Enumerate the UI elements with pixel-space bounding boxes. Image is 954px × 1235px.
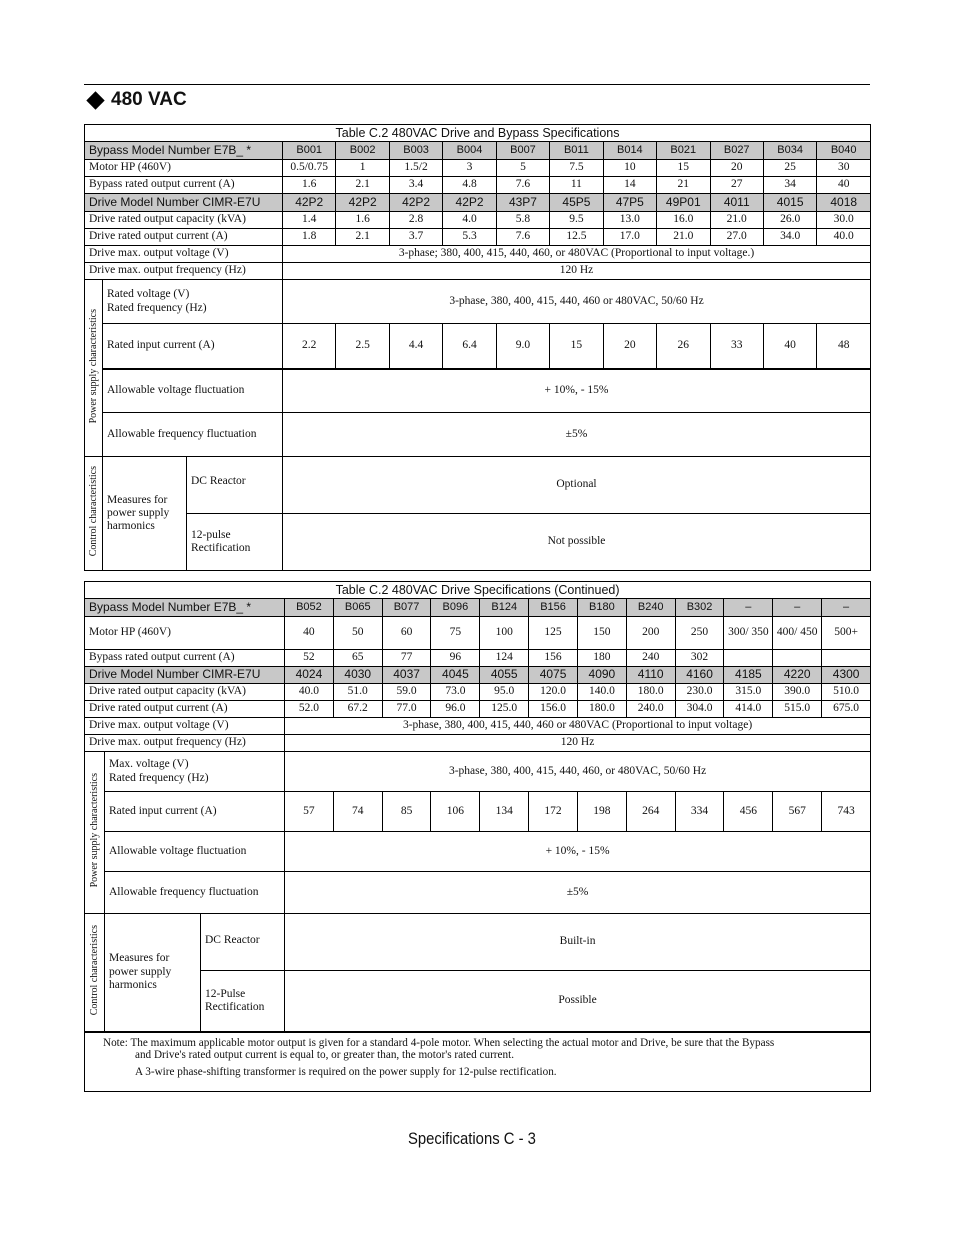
table-row	[85, 684, 871, 701]
capacity-cell: 40.0	[285, 684, 334, 701]
input-current-cell: 456	[724, 792, 773, 832]
bypass-models-cell: –	[773, 599, 822, 617]
table-row	[85, 832, 871, 872]
drive-models-cell: 4011	[710, 194, 763, 212]
drive-current-cell: 156.0	[529, 701, 578, 718]
motor-hp-cell: 40	[285, 617, 334, 650]
span-value: 3-phase, 380, 400, 415, 440, 460 or 480VAC, 50/60 Hz	[283, 280, 871, 324]
drive-models-cell: 4037	[382, 667, 431, 684]
table-row	[85, 971, 871, 1032]
row-label: Bypass rated output current (A)	[85, 650, 285, 667]
row-label: DC Reactor	[201, 914, 285, 971]
bypass-models-cell: B014	[603, 142, 656, 160]
capacity-cell: 13.0	[603, 212, 656, 229]
bypass-current-cell: 302	[675, 650, 724, 667]
input-current-cell: 85	[382, 792, 431, 832]
bypass-current-cell: 96	[431, 650, 480, 667]
drive-current-cell: 52.0	[285, 701, 334, 718]
span-value: 3-phase, 380, 400, 415, 440, 460, or 480VAC, 50/60 Hz	[285, 752, 871, 792]
input-current-cell: 4.4	[389, 324, 442, 369]
motor-hp-cell: 50	[333, 617, 382, 650]
drive-models-cell: 4018	[817, 194, 871, 212]
bypass-models-cell: B065	[333, 599, 382, 617]
motor-hp-cell: 15	[657, 160, 710, 177]
table-row	[85, 514, 871, 571]
row-label: Drive rated output current (A)	[85, 701, 285, 718]
motor-hp-cell: 25	[763, 160, 816, 177]
motor-hp-cell: 1.5/2	[389, 160, 442, 177]
input-current-cell: 743	[822, 792, 871, 832]
motor-hp-cell: 100	[480, 617, 529, 650]
input-current-cell: 567	[773, 792, 822, 832]
bypass-current-cell: 40	[817, 177, 871, 194]
table-row	[85, 194, 871, 212]
span-value: 120 Hz	[283, 263, 871, 280]
span-value: ±5%	[285, 872, 871, 914]
input-current-cell: 9.0	[496, 324, 549, 369]
table-caption-row	[85, 582, 871, 599]
row-label: Drive max. output frequency (Hz)	[85, 735, 285, 752]
control-group-label: Control characteristics	[85, 914, 105, 1032]
input-current-cell: 134	[480, 792, 529, 832]
span-value: 3-phase, 380, 400, 415, 440, 460 or 480VAC (Proportional to input voltage)	[285, 718, 871, 735]
bypass-current-cell: 52	[285, 650, 334, 667]
row-label: Drive Model Number CIMR-E7U	[85, 667, 285, 684]
page-footer: Specifications C - 3	[408, 1130, 536, 1148]
bypass-models-cell: B007	[496, 142, 549, 160]
drive-current-cell: 17.0	[603, 229, 656, 246]
table-row	[85, 413, 871, 457]
diamond-bullet-icon	[86, 91, 104, 109]
note-line: and Drive's rated output current is equal to, or greater than, the motor's rated current.	[135, 1049, 514, 1062]
bypass-current-cell: 14	[603, 177, 656, 194]
bypass-current-cell: 77	[382, 650, 431, 667]
drive-current-cell: 240.0	[626, 701, 675, 718]
drive-current-cell: 304.0	[675, 701, 724, 718]
drive-models-cell: 47P5	[603, 194, 656, 212]
row-label: Motor HP (460V)	[85, 617, 285, 650]
drive-models-cell: 49P01	[657, 194, 710, 212]
capacity-cell: 16.0	[657, 212, 710, 229]
drive-models-cell: 42P2	[283, 194, 336, 212]
bypass-models-cell: –	[822, 599, 871, 617]
bypass-current-cell: 240	[626, 650, 675, 667]
table-row	[85, 914, 871, 971]
table-row	[85, 667, 871, 684]
bypass-models-cell: –	[724, 599, 773, 617]
motor-hp-cell: 200	[626, 617, 675, 650]
drive-current-cell: 675.0	[822, 701, 871, 718]
drive-models-cell: 4015	[763, 194, 816, 212]
bypass-current-cell: 65	[333, 650, 382, 667]
section-heading	[86, 89, 187, 111]
bypass-models-cell: B240	[626, 599, 675, 617]
bypass-current-cell: 2.1	[336, 177, 389, 194]
input-current-cell: 6.4	[443, 324, 496, 369]
span-value: Built-in	[285, 914, 871, 971]
table-row	[85, 599, 871, 617]
drive-current-cell: 34.0	[763, 229, 816, 246]
drive-current-cell: 7.6	[496, 229, 549, 246]
bypass-models-cell: B156	[529, 599, 578, 617]
motor-hp-cell: 30	[817, 160, 871, 177]
bypass-models-cell: B180	[577, 599, 626, 617]
capacity-cell: 1.6	[336, 212, 389, 229]
input-current-cell: 2.5	[336, 324, 389, 369]
drive-models-cell: 4160	[675, 667, 724, 684]
input-current-cell: 74	[333, 792, 382, 832]
bypass-current-cell: 34	[763, 177, 816, 194]
capacity-cell: 21.0	[710, 212, 763, 229]
motor-hp-cell: 400/ 450	[773, 617, 822, 650]
table-caption-row	[85, 125, 871, 142]
table-row	[85, 872, 871, 914]
motor-hp-cell: 1	[336, 160, 389, 177]
row-label: Bypass rated output current (A)	[85, 177, 283, 194]
drive-current-cell: 96.0	[431, 701, 480, 718]
row-label: Max. voltage (V) Rated frequency (Hz)	[105, 752, 285, 792]
drive-models-cell: 4300	[822, 667, 871, 684]
bypass-models-cell: B004	[443, 142, 496, 160]
input-current-cell: 172	[529, 792, 578, 832]
bypass-models-cell: B124	[480, 599, 529, 617]
table-row	[85, 457, 871, 514]
input-current-cell: 33	[710, 324, 763, 369]
motor-hp-cell: 10	[603, 160, 656, 177]
row-label: Allowable voltage fluctuation	[105, 832, 285, 872]
capacity-cell: 315.0	[724, 684, 773, 701]
bypass-models-cell: B021	[657, 142, 710, 160]
table-row	[85, 617, 871, 650]
capacity-cell: 140.0	[577, 684, 626, 701]
row-label: Bypass Model Number E7B_ *	[85, 599, 285, 617]
drive-current-cell: 1.8	[283, 229, 336, 246]
table-row	[85, 369, 871, 413]
drive-models-cell: 4185	[724, 667, 773, 684]
capacity-cell: 230.0	[675, 684, 724, 701]
table-row	[85, 752, 871, 792]
table-row	[85, 280, 871, 324]
capacity-cell: 510.0	[822, 684, 871, 701]
table-row	[85, 142, 871, 160]
row-label: Drive max. output frequency (Hz)	[85, 263, 283, 280]
drive-current-cell: 67.2	[333, 701, 382, 718]
drive-models-cell: 4030	[333, 667, 382, 684]
motor-hp-cell: 150	[577, 617, 626, 650]
row-label: Drive max. output voltage (V)	[85, 246, 283, 263]
span-value: Not possible	[283, 514, 871, 571]
drive-current-cell: 180.0	[577, 701, 626, 718]
header-rule	[84, 84, 870, 85]
table-row	[85, 160, 871, 177]
drive-models-cell: 42P2	[443, 194, 496, 212]
table-caption: Table C.2 480VAC Drive Specifications (Continued)	[85, 582, 871, 599]
input-current-cell: 40	[763, 324, 816, 369]
motor-hp-cell: 0.5/0.75	[283, 160, 336, 177]
capacity-cell: 120.0	[529, 684, 578, 701]
drive-models-cell: 42P2	[389, 194, 442, 212]
drive-models-cell: 4090	[577, 667, 626, 684]
span-value: Optional	[283, 457, 871, 514]
section-title: 480 VAC	[111, 89, 187, 110]
capacity-cell: 180.0	[626, 684, 675, 701]
bypass-current-cell: 4.8	[443, 177, 496, 194]
motor-hp-cell: 75	[431, 617, 480, 650]
note-row	[85, 1032, 871, 1092]
drive-models-cell: 45P5	[550, 194, 603, 212]
motor-hp-cell: 7.5	[550, 160, 603, 177]
capacity-cell: 9.5	[550, 212, 603, 229]
capacity-cell: 26.0	[763, 212, 816, 229]
motor-hp-cell: 300/ 350	[724, 617, 773, 650]
input-current-cell: 2.2	[283, 324, 336, 369]
bypass-current-cell	[822, 650, 871, 667]
drive-current-cell: 40.0	[817, 229, 871, 246]
bypass-current-cell: 180	[577, 650, 626, 667]
motor-hp-cell: 125	[529, 617, 578, 650]
capacity-cell: 95.0	[480, 684, 529, 701]
row-label: Drive rated output capacity (kVA)	[85, 684, 285, 701]
row-label: Drive rated output current (A)	[85, 229, 283, 246]
spec-table-2	[84, 581, 871, 1092]
row-label: Bypass Model Number E7B_ *	[85, 142, 283, 160]
row-label: 12-pulse Rectification	[187, 514, 283, 571]
drive-models-cell: 4055	[480, 667, 529, 684]
row-label: Rated voltage (V) Rated frequency (Hz)	[103, 280, 283, 324]
span-value: Possible	[285, 971, 871, 1032]
table-row	[85, 792, 871, 832]
bypass-current-cell	[724, 650, 773, 667]
bypass-models-cell: B003	[389, 142, 442, 160]
capacity-cell: 5.8	[496, 212, 549, 229]
row-label: Allowable voltage fluctuation	[103, 369, 283, 413]
table-note	[85, 1032, 871, 1092]
capacity-cell: 30.0	[817, 212, 871, 229]
motor-hp-cell: 60	[382, 617, 431, 650]
bypass-current-cell: 1.6	[283, 177, 336, 194]
bypass-current-cell: 156	[529, 650, 578, 667]
drive-current-cell: 5.3	[443, 229, 496, 246]
bypass-models-cell: B011	[550, 142, 603, 160]
bypass-models-cell: B096	[431, 599, 480, 617]
input-current-cell: 57	[285, 792, 334, 832]
row-label: Drive rated output capacity (kVA)	[85, 212, 283, 229]
bypass-models-cell: B034	[763, 142, 816, 160]
input-current-cell: 264	[626, 792, 675, 832]
table-row	[85, 263, 871, 280]
capacity-cell: 73.0	[431, 684, 480, 701]
bypass-models-cell: B052	[285, 599, 334, 617]
drive-current-cell: 2.1	[336, 229, 389, 246]
measures-label: Measures for power supply harmonics	[103, 457, 187, 571]
table-row	[85, 718, 871, 735]
input-current-cell: 20	[603, 324, 656, 369]
control-group-label: Control characteristics	[85, 457, 103, 571]
capacity-cell: 390.0	[773, 684, 822, 701]
table-row	[85, 701, 871, 718]
table-row	[85, 246, 871, 263]
input-current-cell: 334	[675, 792, 724, 832]
row-label: Drive max. output voltage (V)	[85, 718, 285, 735]
bypass-models-cell: B002	[336, 142, 389, 160]
drive-models-cell: 4220	[773, 667, 822, 684]
input-current-cell: 198	[577, 792, 626, 832]
drive-current-cell: 414.0	[724, 701, 773, 718]
bypass-models-cell: B302	[675, 599, 724, 617]
spec-table-1	[84, 124, 871, 571]
bypass-current-cell: 11	[550, 177, 603, 194]
table-row	[85, 177, 871, 194]
row-label: DC Reactor	[187, 457, 283, 514]
input-current-cell: 48	[817, 324, 871, 369]
row-label: Motor HP (460V)	[85, 160, 283, 177]
drive-current-cell: 12.5	[550, 229, 603, 246]
table-row	[85, 212, 871, 229]
bypass-current-cell: 124	[480, 650, 529, 667]
bypass-models-cell: B001	[283, 142, 336, 160]
motor-hp-cell: 20	[710, 160, 763, 177]
drive-current-cell: 125.0	[480, 701, 529, 718]
table-row	[85, 324, 871, 369]
drive-models-cell: 4110	[626, 667, 675, 684]
span-value: + 10%, - 15%	[283, 369, 871, 413]
bypass-current-cell: 3.4	[389, 177, 442, 194]
drive-current-cell: 27.0	[710, 229, 763, 246]
input-current-cell: 26	[657, 324, 710, 369]
power-supply-group-label: Power supply characteristics	[85, 752, 105, 914]
drive-models-cell: 43P7	[496, 194, 549, 212]
table-caption: Table C.2 480VAC Drive and Bypass Specifications	[85, 125, 871, 142]
drive-models-cell: 4024	[285, 667, 334, 684]
row-label: Allowable frequency fluctuation	[105, 872, 285, 914]
drive-current-cell: 77.0	[382, 701, 431, 718]
motor-hp-cell: 3	[443, 160, 496, 177]
table-row	[85, 650, 871, 667]
span-value: 120 Hz	[285, 735, 871, 752]
drive-models-cell: 42P2	[336, 194, 389, 212]
drive-current-cell: 3.7	[389, 229, 442, 246]
power-supply-group-label: Power supply characteristics	[85, 280, 103, 457]
drive-models-cell: 4045	[431, 667, 480, 684]
bypass-models-cell: B040	[817, 142, 871, 160]
motor-hp-cell: 5	[496, 160, 549, 177]
bypass-current-cell: 21	[657, 177, 710, 194]
row-label: Rated input current (A)	[103, 324, 283, 369]
row-label: Drive Model Number CIMR-E7U	[85, 194, 283, 212]
capacity-cell: 51.0	[333, 684, 382, 701]
span-value: ±5%	[283, 413, 871, 457]
span-value: 3-phase; 380, 400, 415, 440, 460, or 480VAC (Proportional to input voltage.)	[283, 246, 871, 263]
span-value: + 10%, - 15%	[285, 832, 871, 872]
table-row	[85, 735, 871, 752]
bypass-current-cell: 27	[710, 177, 763, 194]
input-current-cell: 15	[550, 324, 603, 369]
capacity-cell: 4.0	[443, 212, 496, 229]
drive-current-cell: 21.0	[657, 229, 710, 246]
measures-label: Measures for power supply harmonics	[105, 914, 201, 1032]
note-line: Note: The maximum applicable motor output is given for a standard 4-pole motor. When selecting the actual motor and Drive, be sure that the Bypass	[103, 1036, 775, 1049]
row-label: 12-Pulse Rectification	[201, 971, 285, 1032]
bypass-current-cell: 7.6	[496, 177, 549, 194]
row-label: Allowable frequency fluctuation	[103, 413, 283, 457]
motor-hp-cell: 250	[675, 617, 724, 650]
row-label: Rated input current (A)	[105, 792, 285, 832]
bypass-models-cell: B077	[382, 599, 431, 617]
capacity-cell: 1.4	[283, 212, 336, 229]
bypass-current-cell	[773, 650, 822, 667]
input-current-cell: 106	[431, 792, 480, 832]
motor-hp-cell: 500+	[822, 617, 871, 650]
capacity-cell: 2.8	[389, 212, 442, 229]
drive-models-cell: 4075	[529, 667, 578, 684]
drive-current-cell: 515.0	[773, 701, 822, 718]
bypass-models-cell: B027	[710, 142, 763, 160]
table-row	[85, 229, 871, 246]
note-line: A 3-wire phase-shifting transformer is required on the power supply for 12-pulse rectification.	[135, 1066, 557, 1079]
capacity-cell: 59.0	[382, 684, 431, 701]
